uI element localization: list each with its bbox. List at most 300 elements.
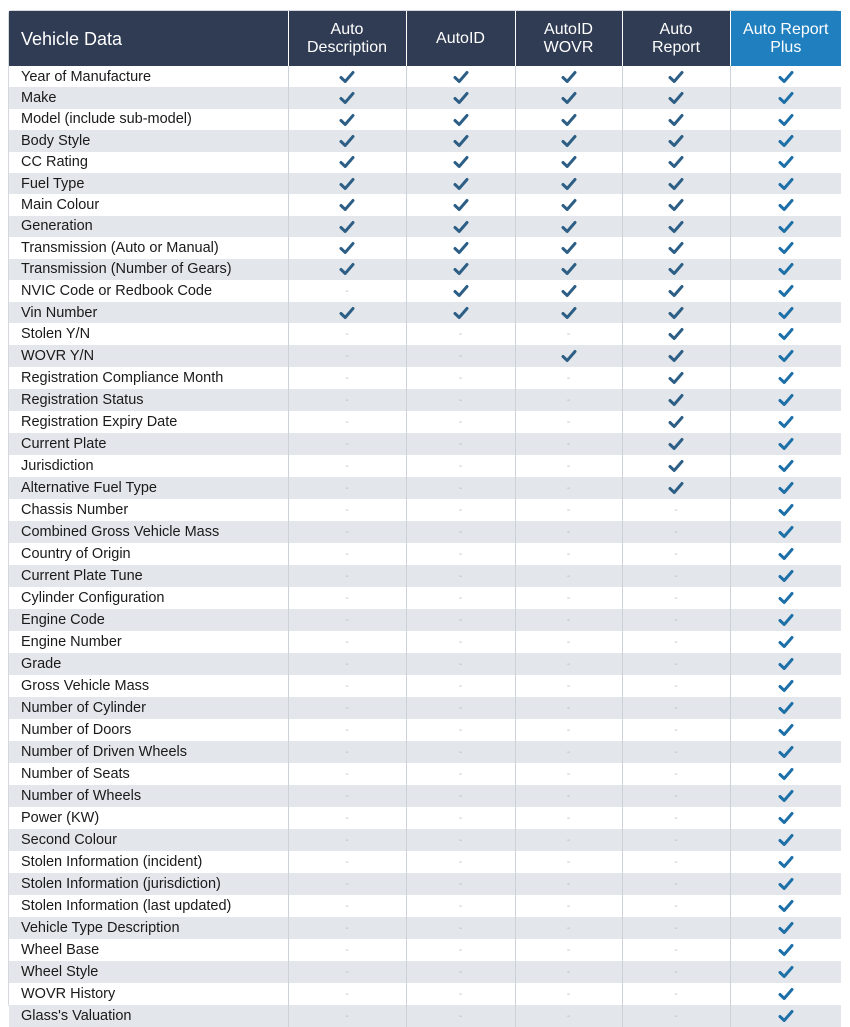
header-label-line: Auto — [659, 20, 693, 38]
dash-mark: - — [345, 879, 349, 891]
row-label: NVIC Code or Redbook Code — [9, 280, 288, 302]
feature-cell — [406, 587, 515, 609]
dash-mark: - — [674, 791, 678, 803]
row-label: Vehicle Type Description — [9, 917, 288, 939]
feature-cell — [730, 216, 841, 237]
feature-cell — [515, 873, 622, 895]
row-label: Year of Manufacture — [9, 66, 288, 87]
feature-cell — [515, 609, 622, 631]
check-icon — [668, 284, 684, 298]
row-label: Stolen Information (incident) — [9, 851, 288, 873]
feature-cell — [622, 367, 730, 389]
check-icon — [339, 220, 355, 234]
check-icon — [668, 177, 684, 191]
check-icon — [778, 134, 794, 148]
check-icon — [339, 241, 355, 255]
check-icon — [778, 965, 794, 979]
dash-mark: - — [566, 505, 571, 517]
feature-cell — [515, 455, 622, 477]
row-label: Stolen Y/N — [9, 323, 288, 345]
dash-mark: - — [458, 615, 463, 627]
feature-cell — [406, 194, 515, 215]
feature-cell — [288, 741, 406, 763]
row-label: Wheel Style — [9, 961, 288, 983]
feature-cell — [622, 280, 730, 302]
check-icon — [668, 306, 684, 320]
dash-mark: - — [566, 769, 571, 781]
row-label: Number of Driven Wheels — [9, 741, 288, 763]
dash-mark: - — [566, 1011, 571, 1023]
feature-cell — [730, 323, 841, 345]
feature-cell — [622, 345, 730, 367]
feature-cell — [622, 259, 730, 280]
feature-cell — [515, 477, 622, 499]
feature-cell — [406, 829, 515, 851]
header-autoid — [406, 11, 515, 66]
dash-mark: - — [345, 417, 349, 429]
table-row — [9, 323, 841, 345]
feature-cell — [288, 389, 406, 411]
dash-mark: - — [345, 439, 349, 451]
check-icon — [561, 198, 577, 212]
feature-cell — [730, 565, 841, 587]
check-icon — [339, 306, 355, 320]
table-row — [9, 741, 841, 763]
row-label: Alternative Fuel Type — [9, 477, 288, 499]
table-row — [9, 653, 841, 675]
dash-mark: - — [458, 725, 463, 737]
dash-mark: - — [345, 725, 349, 737]
row-label: Generation — [9, 216, 288, 237]
check-icon — [778, 789, 794, 803]
dash-mark: - — [345, 703, 349, 715]
row-label: Model (include sub-model) — [9, 109, 288, 130]
check-icon — [339, 113, 355, 127]
dash-mark: - — [674, 505, 678, 517]
dash-mark: - — [458, 835, 463, 847]
dash-mark: - — [566, 483, 571, 495]
table-row — [9, 411, 841, 433]
dash-mark: - — [345, 461, 349, 473]
dash-mark: - — [674, 549, 678, 561]
feature-cell — [406, 216, 515, 237]
feature-cell — [288, 216, 406, 237]
row-label: Jurisdiction — [9, 455, 288, 477]
header-auto-report-plus — [730, 11, 841, 66]
dash-mark: - — [674, 769, 678, 781]
check-icon — [453, 91, 469, 105]
feature-cell — [288, 433, 406, 455]
feature-cell — [406, 653, 515, 675]
feature-cell — [406, 130, 515, 151]
feature-cell — [288, 565, 406, 587]
feature-cell — [730, 389, 841, 411]
feature-cell — [515, 785, 622, 807]
row-label: Transmission (Auto or Manual) — [9, 237, 288, 258]
feature-cell — [406, 280, 515, 302]
table-row — [9, 719, 841, 741]
check-icon — [668, 70, 684, 84]
dash-mark: - — [458, 769, 463, 781]
table-row — [9, 785, 841, 807]
feature-cell — [288, 302, 406, 323]
feature-cell — [730, 259, 841, 280]
dash-mark: - — [345, 835, 349, 847]
feature-cell — [622, 499, 730, 521]
feature-cell — [515, 66, 622, 87]
dash-mark: - — [345, 901, 349, 913]
feature-cell — [515, 961, 622, 983]
feature-cell — [515, 367, 622, 389]
check-icon — [453, 155, 469, 169]
check-icon — [778, 899, 794, 913]
dash-mark: - — [674, 615, 678, 627]
feature-cell — [288, 807, 406, 829]
dash-mark: - — [674, 923, 678, 935]
feature-cell — [622, 807, 730, 829]
check-icon — [668, 198, 684, 212]
feature-cell — [288, 237, 406, 258]
feature-cell — [622, 785, 730, 807]
feature-cell — [622, 109, 730, 130]
table-row — [9, 216, 841, 237]
dash-mark: - — [566, 835, 571, 847]
table-row — [9, 109, 841, 130]
feature-cell — [515, 565, 622, 587]
dash-mark: - — [566, 461, 571, 473]
header-vehicle-data: Vehicle Data — [9, 11, 288, 66]
row-label: Chassis Number — [9, 499, 288, 521]
table-row — [9, 609, 841, 631]
feature-cell — [288, 259, 406, 280]
dash-mark: - — [566, 637, 571, 649]
dash-mark: - — [674, 835, 678, 847]
table-row — [9, 675, 841, 697]
feature-cell — [730, 763, 841, 785]
dash-mark: - — [345, 527, 349, 539]
check-icon — [778, 701, 794, 715]
header-label-line: Auto Report — [743, 20, 829, 38]
feature-cell — [406, 763, 515, 785]
row-label: Number of Doors — [9, 719, 288, 741]
feature-cell — [730, 280, 841, 302]
feature-cell — [515, 939, 622, 961]
feature-cell — [730, 653, 841, 675]
table-row — [9, 631, 841, 653]
feature-cell — [288, 194, 406, 215]
header-autoid-wovr — [515, 11, 622, 66]
feature-cell — [288, 455, 406, 477]
table-row — [9, 173, 841, 194]
check-icon — [339, 134, 355, 148]
feature-cell — [730, 87, 841, 108]
check-icon — [778, 262, 794, 276]
check-icon — [561, 262, 577, 276]
feature-cell — [622, 609, 730, 631]
feature-cell — [515, 302, 622, 323]
table-row — [9, 543, 841, 565]
check-icon — [778, 745, 794, 759]
table-row — [9, 280, 841, 302]
feature-cell — [515, 741, 622, 763]
table-row — [9, 130, 841, 151]
row-label: Country of Origin — [9, 543, 288, 565]
table-row — [9, 521, 841, 543]
check-icon — [778, 547, 794, 561]
feature-cell — [515, 280, 622, 302]
check-icon — [778, 525, 794, 539]
check-icon — [778, 767, 794, 781]
row-label: Second Colour — [9, 829, 288, 851]
feature-cell — [730, 152, 841, 173]
check-icon — [453, 220, 469, 234]
feature-cell — [406, 367, 515, 389]
feature-cell — [622, 873, 730, 895]
row-label: Power (KW) — [9, 807, 288, 829]
feature-cell — [515, 653, 622, 675]
feature-cell — [515, 719, 622, 741]
feature-cell — [406, 477, 515, 499]
feature-cell — [730, 477, 841, 499]
feature-cell — [730, 917, 841, 939]
dash-mark: - — [458, 329, 463, 341]
row-label: Fuel Type — [9, 173, 288, 194]
feature-cell — [622, 917, 730, 939]
feature-cell — [406, 455, 515, 477]
feature-cell — [406, 697, 515, 719]
feature-cell — [406, 983, 515, 1005]
dash-mark: - — [345, 791, 349, 803]
check-icon — [778, 833, 794, 847]
dash-mark: - — [458, 879, 463, 891]
check-icon — [561, 177, 577, 191]
feature-cell — [288, 130, 406, 151]
check-icon — [561, 155, 577, 169]
feature-cell — [406, 521, 515, 543]
table-row — [9, 499, 841, 521]
dash-mark: - — [345, 747, 349, 759]
feature-cell — [406, 895, 515, 917]
feature-cell — [622, 895, 730, 917]
header-label-line: Report — [651, 38, 701, 56]
feature-cell — [622, 173, 730, 194]
feature-cell — [730, 367, 841, 389]
dash-mark: - — [674, 725, 678, 737]
table-row — [9, 433, 841, 455]
table-row — [9, 895, 841, 917]
feature-cell — [515, 917, 622, 939]
feature-cell — [288, 477, 406, 499]
dash-mark: - — [674, 637, 678, 649]
dash-mark: - — [566, 967, 571, 979]
check-icon — [453, 198, 469, 212]
feature-cell — [622, 763, 730, 785]
check-icon — [339, 262, 355, 276]
feature-cell — [288, 829, 406, 851]
dash-mark: - — [345, 505, 349, 517]
check-icon — [339, 155, 355, 169]
row-label: Combined Gross Vehicle Mass — [9, 521, 288, 543]
check-icon — [778, 70, 794, 84]
feature-cell — [288, 499, 406, 521]
dash-mark: - — [566, 923, 571, 935]
header-label-line: Plus — [770, 38, 802, 56]
dash-mark: - — [674, 1011, 678, 1023]
dash-mark: - — [674, 989, 678, 1001]
check-icon — [668, 220, 684, 234]
feature-cell — [730, 961, 841, 983]
feature-cell — [622, 983, 730, 1005]
feature-cell — [288, 280, 406, 302]
feature-cell — [515, 543, 622, 565]
feature-cell — [622, 411, 730, 433]
dash-mark: - — [674, 857, 678, 869]
dash-mark: - — [458, 681, 463, 693]
feature-cell — [406, 152, 515, 173]
check-icon — [778, 657, 794, 671]
table-row — [9, 477, 841, 499]
table-row — [9, 961, 841, 983]
dash-mark: - — [674, 703, 678, 715]
feature-cell — [288, 675, 406, 697]
header-label-line: AutoID — [436, 29, 485, 47]
feature-cell — [622, 653, 730, 675]
feature-cell — [406, 109, 515, 130]
row-label: WOVR History — [9, 983, 288, 1005]
header-auto-report — [622, 11, 730, 66]
dash-mark: - — [345, 593, 349, 605]
feature-cell — [730, 851, 841, 873]
feature-cell — [730, 433, 841, 455]
feature-cell — [622, 961, 730, 983]
dash-mark: - — [345, 945, 349, 957]
feature-cell — [288, 1005, 406, 1027]
feature-cell — [288, 939, 406, 961]
feature-cell — [515, 499, 622, 521]
dash-mark: - — [458, 549, 463, 561]
dash-mark: - — [345, 615, 349, 627]
table-row — [9, 697, 841, 719]
dash-mark: - — [566, 593, 571, 605]
feature-cell — [515, 259, 622, 280]
dash-mark: - — [566, 725, 571, 737]
dash-mark: - — [566, 659, 571, 671]
feature-cell — [730, 609, 841, 631]
check-icon — [561, 349, 577, 363]
row-label: Main Colour — [9, 194, 288, 215]
feature-cell — [288, 719, 406, 741]
dash-mark: - — [345, 549, 349, 561]
row-label: Registration Expiry Date — [9, 411, 288, 433]
feature-cell — [622, 939, 730, 961]
check-icon — [778, 1009, 794, 1023]
check-icon — [453, 70, 469, 84]
feature-cell — [288, 653, 406, 675]
feature-cell — [730, 66, 841, 87]
dash-mark: - — [674, 659, 678, 671]
check-icon — [778, 91, 794, 105]
table-header-row — [9, 11, 841, 66]
feature-cell — [730, 741, 841, 763]
dash-mark: - — [458, 813, 463, 825]
check-icon — [778, 723, 794, 737]
dash-mark: - — [458, 659, 463, 671]
row-label: Glass's Valuation — [9, 1005, 288, 1027]
row-label: Gross Vehicle Mass — [9, 675, 288, 697]
dash-mark: - — [345, 395, 349, 407]
feature-cell — [406, 741, 515, 763]
row-label: Stolen Information (last updated) — [9, 895, 288, 917]
check-icon — [778, 177, 794, 191]
table-row — [9, 367, 841, 389]
check-icon — [778, 679, 794, 693]
check-icon — [778, 877, 794, 891]
dash-mark: - — [566, 549, 571, 561]
feature-cell — [406, 565, 515, 587]
feature-cell — [515, 675, 622, 697]
feature-cell — [406, 719, 515, 741]
dash-mark: - — [458, 967, 463, 979]
check-icon — [778, 113, 794, 127]
feature-cell — [622, 302, 730, 323]
dash-mark: - — [458, 571, 463, 583]
feature-cell — [288, 367, 406, 389]
row-label: Wheel Base — [9, 939, 288, 961]
feature-cell — [730, 130, 841, 151]
dash-mark: - — [345, 989, 349, 1001]
check-icon — [561, 220, 577, 234]
check-icon — [778, 327, 794, 341]
table-row — [9, 237, 841, 258]
feature-cell — [288, 109, 406, 130]
check-icon — [668, 241, 684, 255]
dash-mark: - — [674, 879, 678, 891]
check-icon — [668, 91, 684, 105]
feature-cell — [622, 389, 730, 411]
feature-cell — [406, 917, 515, 939]
feature-cell — [730, 1005, 841, 1027]
check-icon — [668, 262, 684, 276]
dash-mark: - — [345, 967, 349, 979]
row-label: CC Rating — [9, 152, 288, 173]
dash-mark: - — [566, 395, 571, 407]
dash-mark: - — [345, 571, 349, 583]
dash-mark: - — [345, 483, 349, 495]
feature-cell — [288, 543, 406, 565]
feature-cell — [406, 785, 515, 807]
feature-cell — [622, 433, 730, 455]
feature-cell — [730, 697, 841, 719]
feature-cell — [730, 411, 841, 433]
feature-cell — [515, 411, 622, 433]
check-icon — [778, 987, 794, 1001]
header-auto-description — [288, 11, 406, 66]
feature-cell — [406, 631, 515, 653]
dash-mark: - — [345, 813, 349, 825]
feature-cell — [288, 895, 406, 917]
feature-cell — [730, 631, 841, 653]
feature-cell — [730, 895, 841, 917]
dash-mark: - — [458, 373, 463, 385]
table-row — [9, 807, 841, 829]
feature-cell — [288, 345, 406, 367]
dash-mark: - — [345, 329, 349, 341]
feature-cell — [406, 1005, 515, 1027]
dash-mark: - — [566, 857, 571, 869]
check-icon — [561, 134, 577, 148]
table-row — [9, 1005, 841, 1027]
feature-cell — [730, 345, 841, 367]
